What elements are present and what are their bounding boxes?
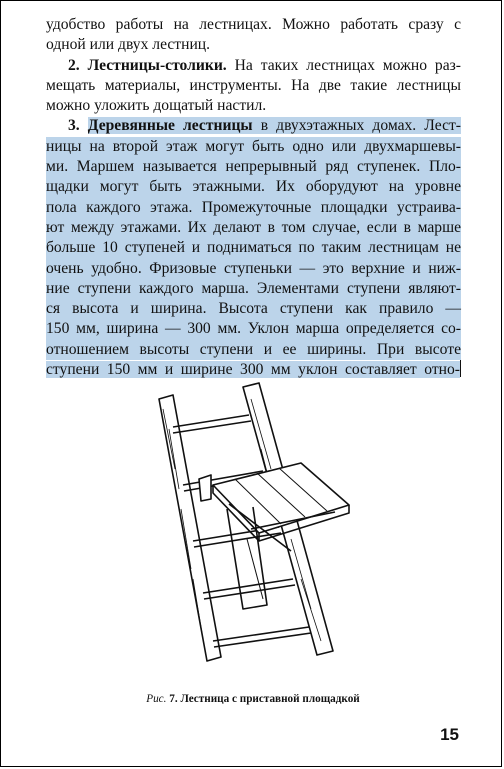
page-number: 15	[440, 725, 459, 744]
caption-text: 7. Лестница с приставной площадкой	[169, 693, 360, 705]
selected-line[interactable]: очень удобно. Фризовые ступеньки — это верхние и ниж-	[46, 259, 461, 279]
section2-line-1	[46, 56, 461, 76]
text-cursor	[460, 360, 461, 377]
section3-heading: Деревянные лестницы	[87, 117, 253, 135]
selected-last-line[interactable]	[46, 360, 461, 380]
section2-heading: 2. Лестницы-столики.	[68, 56, 227, 74]
selected-line[interactable]: ние ступени каждого марша. Элементами ступени являют-	[46, 279, 461, 299]
intro-line-1: удобство работы на лестницах. Можно работать сразу с	[46, 16, 461, 33]
section2-line-3: можно уложить дощатый настил.	[46, 97, 267, 115]
body-text	[46, 15, 461, 380]
selected-line[interactable]: ми. Маршем называется непрерывный ряд ступенек. Пло-	[46, 157, 461, 177]
ladder-illustration	[151, 379, 351, 669]
section3-line1-text: в двухэтажных домах. Лест-	[252, 117, 461, 135]
section3-line-1	[46, 116, 461, 136]
section3-number: 3.	[68, 117, 80, 135]
selected-line[interactable]: ступени 150 мм и ширине 300 мм уклон составляет отно-	[46, 361, 460, 379]
intro-line-2: одной или двух лестниц.	[46, 36, 211, 54]
selected-line[interactable]: отношением высоты ступени и ее ширины. При высоте	[46, 340, 461, 360]
selected-line[interactable]: ницы на второй этаж могут быть одно или двухмаршевы-	[46, 137, 461, 157]
selected-line[interactable]: ся высота и ширина. Высота ступени как правило —	[46, 299, 461, 319]
section2-line1-text: На таких лестницах можно раз-	[226, 56, 461, 74]
section2-line-2: мещать материалы, инструменты. На две такие лестницы	[46, 76, 461, 94]
selected-line[interactable]: ют между этажами. Их делают в том случае, если в марше	[46, 218, 461, 238]
selected-line[interactable]: больше 10 ступеней и подниматься по таким лестницам не	[46, 238, 461, 258]
caption-prefix: Рис.	[146, 693, 167, 705]
selected-text[interactable]	[88, 117, 461, 134]
figure-caption	[1, 693, 504, 705]
selected-line[interactable]: 150 мм, ширина — 300 мм. Уклон марша определяется со-	[46, 319, 461, 339]
selected-line[interactable]: пола каждого этажа. Промежуточные площадки устраива-	[46, 198, 461, 218]
selected-line[interactable]: щадки могут быть этажными. Их оборудуют на уровне	[46, 177, 461, 197]
